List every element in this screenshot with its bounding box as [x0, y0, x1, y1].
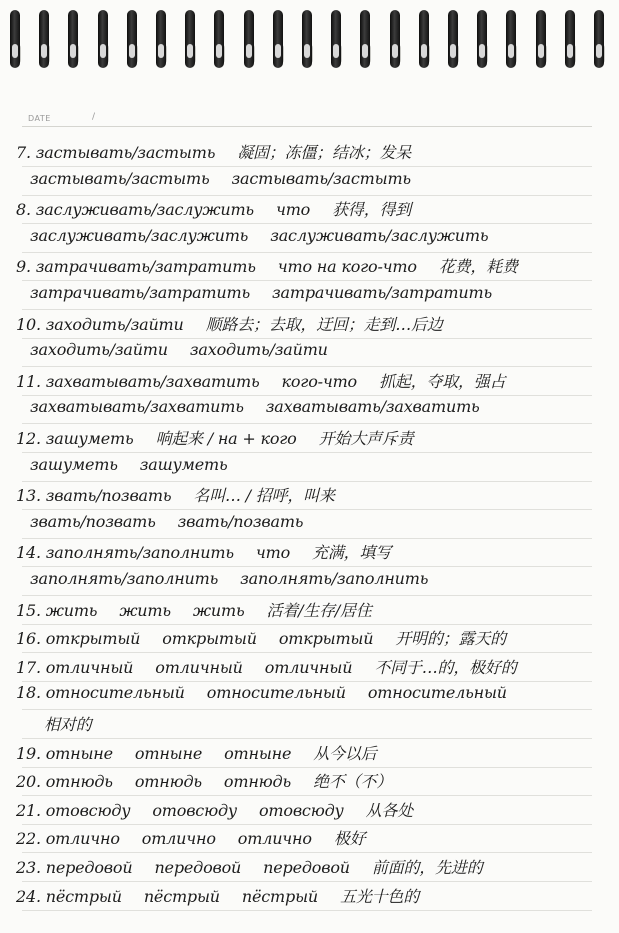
note-line: [16, 769, 606, 797]
note-text: зашуметь: [139, 454, 228, 474]
note-term: 18. относительный: [16, 683, 185, 703]
note-term: 10. заходить/зайти: [16, 314, 184, 334]
spiral-ring: [185, 10, 195, 68]
note-line: [30, 283, 619, 311]
note-term: 9. затрачивать/затратить: [16, 257, 256, 277]
note-term: 相对的: [44, 715, 92, 734]
note-text: жить: [192, 600, 245, 620]
note-line: [16, 312, 606, 340]
note-term: 8. заслуживать/заслужить: [16, 200, 254, 220]
note-line: [16, 483, 606, 511]
note-line: [16, 426, 606, 454]
note-term: заслуживать/заслужить: [30, 225, 249, 245]
note-term: 12. зашуметь: [16, 429, 134, 448]
note-term: 11. захватывать/захватить: [16, 371, 260, 391]
spiral-ring: [98, 10, 108, 68]
note-text: отличный: [264, 657, 353, 677]
note-line: [44, 712, 619, 740]
spiral-ring: [273, 10, 283, 68]
note-term: захватывать/захватить: [30, 397, 244, 417]
note-line: [30, 169, 619, 197]
note-text: 花费，耗费: [438, 257, 518, 277]
note-term: 15. жить: [16, 600, 98, 620]
note-line: [16, 254, 606, 282]
note-line: [30, 569, 619, 597]
note-text: отовсюду: [258, 800, 344, 820]
note-text: 绝不（不）: [313, 772, 393, 792]
note-line: [16, 540, 606, 568]
spiral-ring: [594, 10, 604, 68]
note-text: 顺路去；去取，迂回；走到…后边: [205, 314, 443, 334]
spiral-ring: [156, 10, 166, 68]
note-text: заполнять/заполнить: [240, 569, 429, 588]
note-term: заполнять/заполнить: [30, 569, 219, 588]
note-text: 从各处: [365, 800, 414, 820]
note-line: [30, 455, 619, 483]
note-line: [30, 226, 619, 254]
spiral-ring: [127, 10, 137, 68]
spiral-ring: [10, 10, 20, 68]
note-line: [16, 884, 606, 912]
note-text: отлично: [141, 829, 216, 849]
note-text: отнюдь: [223, 772, 292, 792]
spiral-ring: [360, 10, 370, 68]
spiral-ring: [448, 10, 458, 68]
note-text: относительный: [206, 683, 346, 703]
note-text: 充满，填写: [312, 543, 392, 563]
note-text: жить: [119, 600, 171, 620]
note-text: отличный: [155, 657, 243, 677]
note-text: отлично: [237, 829, 312, 849]
spiral-ring: [244, 10, 254, 68]
note-line: [16, 598, 606, 626]
note-text: 不同于…的，极好的: [374, 657, 517, 677]
note-text: 五光十色的: [340, 886, 420, 906]
note-term: 22. отлично: [16, 829, 120, 849]
note-line: [30, 340, 619, 368]
note-text: 响起来 / на + кого: [155, 429, 297, 448]
note-text: передовой: [154, 858, 242, 877]
note-line: [30, 397, 619, 425]
note-text: захватывать/захватить: [265, 397, 480, 417]
note-text: передовой: [263, 858, 350, 877]
note-text: что: [255, 543, 291, 563]
spiral-binding: [0, 0, 619, 80]
spiral-ring: [302, 10, 312, 68]
note-text: 从今以后: [313, 743, 377, 763]
note-text: отныне: [224, 743, 292, 763]
spiral-ring: [536, 10, 546, 68]
note-term: застывать/застыть: [30, 168, 210, 188]
note-text: что на кого-что: [277, 257, 417, 277]
note-term: 17. отличный: [16, 657, 134, 677]
note-term: 20. отнюдь: [16, 772, 113, 792]
note-text: кого-что: [281, 371, 357, 391]
spiral-ring: [419, 10, 429, 68]
note-line: [16, 826, 606, 854]
note-term: 16. открытый: [16, 629, 141, 649]
note-text: относительный: [367, 683, 507, 703]
spiral-ring: [390, 10, 400, 68]
note-line: [16, 655, 606, 683]
note-term: 24. пёстрый: [16, 886, 122, 906]
spiral-ring: [39, 10, 49, 68]
spiral-ring: [331, 10, 341, 68]
note-line: [16, 140, 606, 168]
note-text: заслуживать/заслужить: [270, 225, 489, 245]
note-line: [16, 741, 606, 769]
spiral-ring: [506, 10, 516, 68]
note-term: 13. звать/позвать: [16, 486, 172, 506]
note-line: [16, 369, 606, 397]
note-text: затрачивать/затратить: [271, 283, 492, 302]
date-label: DATE: [28, 114, 51, 123]
note-text: открытый: [278, 629, 374, 649]
note-text: пёстрый: [143, 886, 220, 906]
note-text: отовсюду: [152, 800, 237, 820]
note-text: заходить/зайти: [189, 340, 328, 360]
note-term: заходить/зайти: [30, 340, 168, 360]
note-text: 前面的，先进的: [371, 858, 483, 877]
note-line: [16, 197, 606, 225]
note-term: зашуметь: [30, 454, 118, 474]
spiral-ring: [214, 10, 224, 68]
note-text: 抓起，夺取，强占: [379, 371, 506, 391]
note-text: 名叫… / 招呼，叫来: [193, 486, 335, 506]
note-text: пёстрый: [241, 886, 319, 906]
spiral-ring: [565, 10, 575, 68]
note-term: затрачивать/затратить: [30, 283, 250, 302]
header-rule: [22, 126, 592, 127]
note-text: 获得，得到: [332, 200, 412, 220]
note-line: [30, 512, 619, 540]
note-line: [16, 855, 606, 883]
note-term: 21. отовсюду: [16, 800, 131, 820]
note-text: 开明的；露天的: [395, 629, 506, 649]
note-text: открытый: [162, 629, 257, 649]
note-text: отнюдь: [134, 772, 202, 792]
note-text: застывать/застыть: [231, 168, 411, 188]
spiral-ring: [68, 10, 78, 68]
note-term: 14. заполнять/заполнить: [16, 543, 234, 563]
note-text: 活着/生存/居住: [266, 600, 372, 620]
note-term: 19. отныне: [16, 743, 113, 763]
spiral-ring: [477, 10, 487, 68]
date-separator: /: [92, 112, 96, 122]
note-line: [16, 683, 606, 711]
note-line: [16, 798, 606, 826]
note-line: [16, 626, 606, 654]
note-term: 23. передовой: [16, 858, 133, 877]
note-term: 7. застывать/застыть: [16, 143, 216, 162]
note-text: 极好: [333, 829, 366, 849]
note-text: отныне: [134, 743, 203, 763]
note-term: звать/позвать: [30, 511, 156, 531]
note-text: звать/позвать: [177, 511, 304, 531]
note-text: 开始大声斥责: [318, 429, 414, 448]
note-text: 凝固；冻僵；结冰；发呆: [237, 143, 412, 162]
note-text: что: [275, 200, 311, 220]
